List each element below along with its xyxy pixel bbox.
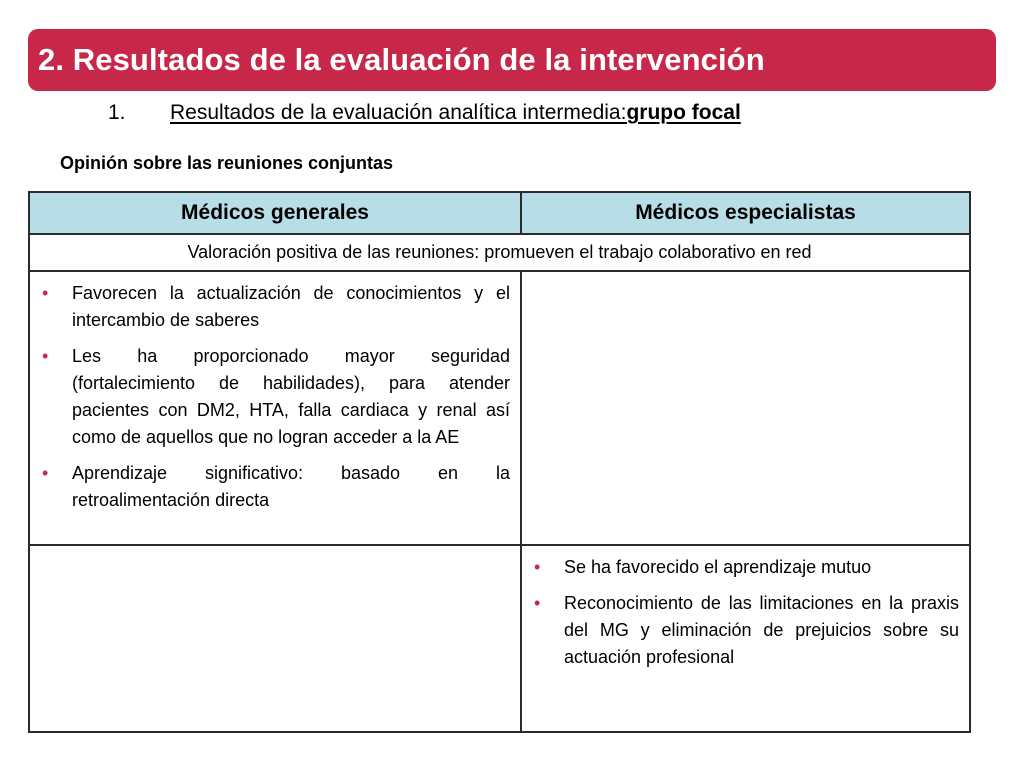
table-header-row xyxy=(29,192,970,234)
slide-title-bar xyxy=(28,29,996,91)
list-item: • Aprendizaje significativo: basado en la retroalimentación directa xyxy=(42,460,510,514)
list-item: • Se ha favorecido el aprendizaje mutuo xyxy=(534,554,959,581)
shared-row xyxy=(29,234,970,271)
subtitle-text: Resultados de la evaluación analítica intermedia: xyxy=(170,101,627,124)
bullet-icon: • xyxy=(534,557,541,577)
empty-specialist-cell xyxy=(521,271,970,545)
subtitle-emphasis: grupo focal xyxy=(626,101,741,124)
opinion-table xyxy=(28,191,971,733)
list-item: • Les ha proporcionado mayor seguridad (fortalecimiento de habilidades), para atender pacientes con DM2, HTA, falla cardiaca y renal así como de aquellos que no logran acceder a la AE xyxy=(42,343,510,451)
section-label: Opinión sobre las reuniones conjuntas xyxy=(60,153,394,173)
header-general: Médicos generales xyxy=(29,192,521,234)
subtitle-number: 1. xyxy=(108,101,126,124)
specialist-list xyxy=(522,546,969,671)
general-cell xyxy=(29,271,521,545)
list-item: • Favorecen la actualización de conocimientos y el intercambio de saberes xyxy=(42,280,510,334)
bullet-icon: • xyxy=(42,346,49,366)
subtitle-line xyxy=(108,101,741,125)
table-row xyxy=(29,271,970,545)
bullet-icon: • xyxy=(42,463,49,483)
table-row xyxy=(29,545,970,732)
shared-row-text: Valoración positiva de las reuniones: promueven el trabajo colaborativo en red xyxy=(29,234,970,271)
bullet-icon: • xyxy=(42,283,49,303)
slide-title: 2. Resultados de la evaluación de la intervención xyxy=(38,42,765,77)
specialist-cell xyxy=(521,545,970,732)
bullet-icon: • xyxy=(534,593,541,613)
list-item: • Reconocimiento de las limitaciones en la praxis del MG y eliminación de prejuicios sobre su actuación profesional xyxy=(534,590,959,671)
empty-general-cell xyxy=(29,545,521,732)
general-list xyxy=(30,272,520,514)
header-specialist: Médicos especialistas xyxy=(521,192,970,234)
